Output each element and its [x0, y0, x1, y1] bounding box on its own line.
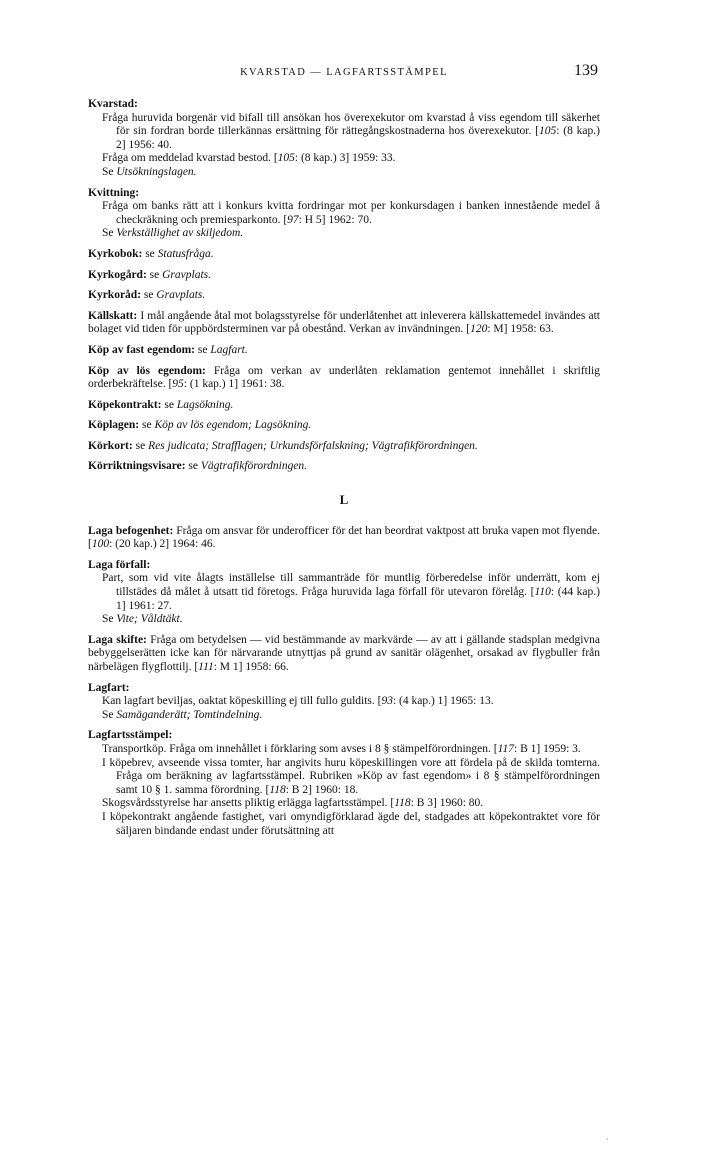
entry-lagfart: [88, 682, 600, 723]
page-number: 139: [574, 62, 598, 79]
page-header: [88, 64, 600, 84]
entry-kop-los-egendom: Köp av lös egendom: Fråga om verkan av underlåten reklamation gentemot innehållet i skriftlig orderbekräftelse. [95: (1 kap.) 1] 1961: 38.: [88, 364, 600, 391]
running-title: KVARSTAD — LAGFARTSSTÄMPEL: [240, 67, 448, 78]
entry-kvarstad: [88, 98, 600, 180]
entry-paragraph: Fråga huruvida borgenär vid bifall till ansökan hos överexekutor om kvarstad å viss egendom till säkerhet för sin fordran borde tillerkännas ersättning för rättegångskostnaderna hos överexekutor. [105: (8 kap.) 2] 1956: 40.: [102, 111, 600, 151]
entry-paragraph: Transportköp. Fråga om innehållet i förklaring som avses i 8 § stämpelförordningen. [117: B 1] 1959: 3.: [102, 742, 581, 755]
entry-paragraph: I köpekontrakt angående fastighet, vari omyndigförklarad ägde del, stadgades att köpekontraktet vore för säljaren bindande endast under förutsättning att: [102, 810, 600, 837]
entry-paragraph: Fråga om meddelad kvarstad bestod. [105: (8 kap.) 3] 1959: 33.: [102, 152, 396, 165]
see-reference: Se Samäganderätt; Tomtindelning.: [102, 708, 263, 721]
entry-kyrkobok: Kyrkobok: se Statusfråga.: [88, 247, 214, 260]
entry-laga-befogenhet: Laga befogenhet: Fråga om ansvar för underofficer för det han beordrat vaktpost att bruka vapen mot flyende. [100: (20 kap.) 2] 1964: 46.: [88, 524, 600, 551]
entry-term: Lagfartsstämpel:: [88, 729, 173, 742]
entry-paragraph: Part, som vid vite ålagts inställelse till sammanträde för muntlig förberedelse inför underrätt, kom ej tillstädes då målet å utsatt tid företogs. Fråga huruvida laga förfall för utevaron förelåg. [110: (44 kap.) 1] 1961: 27.: [102, 572, 600, 612]
entry-paragraph: Fråga om banks rätt att i konkurs kvitta fordringar mot per konkursdagen i banken innestående medel å checkräkning och premiesparkonto. [97: H 5] 1962: 70.: [102, 200, 600, 226]
entry-kyrkorad: Kyrkoråd: se Gravplats.: [88, 289, 206, 302]
entry-lagfartsstampel: [88, 729, 600, 838]
entry-kyrkogard: Kyrkogård: se Gravplats.: [88, 268, 211, 281]
entry-paragraph: I köpebrev, avseende vissa tomter, har angivits huru köpeskillingen vore att fördela på de skilda tomterna. Fråga om beräkning av lagfartsstämpel. Rubriken »Köp av fast egendom» i 8 § stämpelförordningen samt 10 § 1. samma förordning. [118: B 2] 1960: 18.: [102, 756, 600, 796]
entry-term: Lagfart:: [88, 681, 130, 694]
entry-kvittning: [88, 187, 600, 241]
index-body: [88, 98, 600, 845]
entry-term: Kvittning:: [88, 186, 140, 199]
entry-paragraph: Skogsvårdsstyrelse har ansetts pliktig erlägga lagfartsstämpel. [118: B 3] 1960: 80.: [102, 797, 484, 810]
entry-paragraph: Kan lagfart beviljas, oaktat köpeskilling ej till fullo guldits. [93: (4 kap.) 1] 1965: 13.: [102, 695, 494, 708]
entry-term: Kvarstad:: [88, 98, 138, 110]
scan-mark: ·: [606, 1135, 609, 1144]
entry-korriktningsvisare: Körriktningsvisare: se Vägtrafikförordningen.: [88, 460, 308, 473]
entry-kallskatt: Källskatt: I mål angående åtal mot bolagsstyrelse för underlåtenhet att inleverera källskattemedel invändes att bolaget vid tiden för uppbördsterminen var på obestånd. Verkan av invändningen. [120: M] 1958: 63.: [88, 309, 600, 336]
see-reference: Se Verkställighet av skiljedom.: [102, 227, 244, 240]
see-reference: Se Vite; Våldtäkt.: [102, 613, 183, 626]
see-reference: Se Utsökningslagen.: [102, 165, 197, 178]
entry-kopekontrakt: Köpekontrakt: se Lagsökning.: [88, 398, 234, 411]
entry-term: Laga förfall:: [88, 558, 151, 571]
section-letter: L: [339, 492, 349, 508]
entry-koplagen: Köplagen: se Köp av lös egendom; Lagsökning.: [88, 419, 312, 432]
entry-laga-forfall: [88, 559, 600, 627]
entry-laga-skifte: Laga skifte: Fråga om betydelsen — vid bestämmande av markvärde — av att i gällande stadsplan medgivna bebyggelserätten icke kan för närvarande utnyttjas på grund av sanitär olägenhet, orsakad av flygbuller från närbelägen flygflottilj. [111: M 1] 1958: 66.: [88, 633, 600, 673]
entry-korkort: Körkort: se Res judicata; Strafflagen; Urkundsförfalskning; Vägtrafikförordningen.: [88, 439, 478, 452]
entry-kop-fast-egendom: Köp av fast egendom: se Lagfart.: [88, 343, 248, 356]
